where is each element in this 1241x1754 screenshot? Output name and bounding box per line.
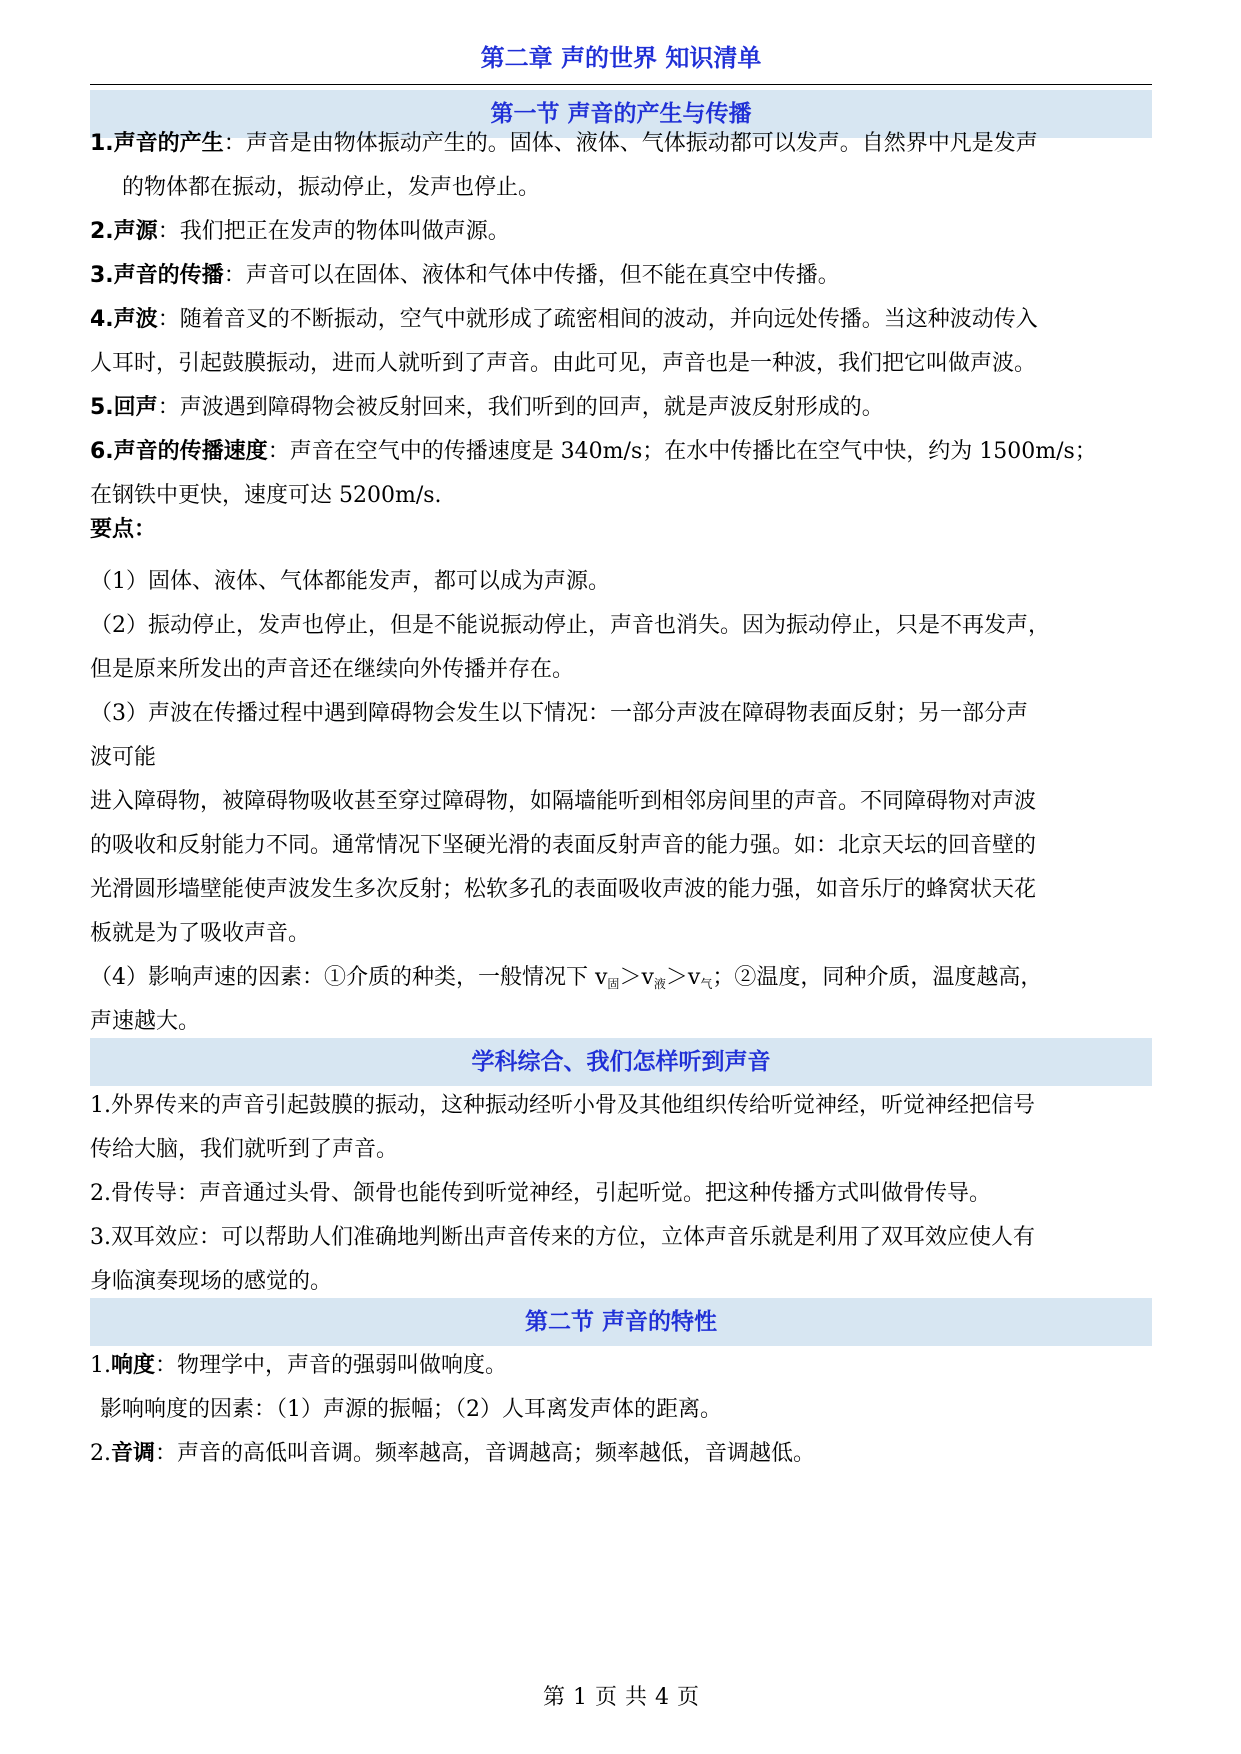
item-5: 5.回声：声波遇到障碍物会被反射回来，我们听到的回声，就是声波反射形成的。 [90,395,884,420]
keypoint-3-cont-4: 光滑圆形墙壁能使声波发生多次反射；松软多孔的表面吸收声波的能力强，如音乐厅的蜂窝状天花 [90,877,1037,902]
keypoints-label: 要点： [90,517,157,542]
section-heading-3: 第二节 声音的特性 [90,1298,1152,1346]
section-heading-2: 学科综合、我们怎样听到声音 [90,1038,1152,1086]
subscript-gas: 气 [700,977,713,991]
subscript-solid: 固 [607,977,620,991]
item-6-cont: 在钢铁中更快，速度可达 5200m/s. [90,483,442,508]
item-1: 1.声音的产生：声音是由物体振动产生的。固体、液体、气体振动都可以发声。自然界中凡是发声 [90,131,1038,156]
hearing-point-1: 1.外界传来的声音引起鼓膜的振动，这种振动经听小骨及其他组织传给听觉神经，听觉神经把信号 [90,1093,1035,1118]
keypoint-4-cont: 声速越大。 [90,1009,201,1034]
item-6: 6.声音的传播速度：声音在空气中的传播速度是 340m/s；在水中传播比在空气中快，约为 1500m/s； [90,439,1097,464]
hearing-point-1-cont: 传给大脑，我们就听到了声音。 [90,1137,399,1162]
keypoint-2-cont: 但是原来所发出的声音还在继续向外传播并存在。 [90,657,575,682]
item-1-cont: 的物体都在振动，振动停止，发声也停止。 [122,175,541,200]
keypoint-3: （3）声波在传播过程中遇到障碍物会发生以下情况：一部分声波在障碍物表面反射；另一部分声 [90,701,1029,726]
hearing-point-3-cont: 身临演奏现场的感觉的。 [90,1269,333,1294]
hearing-point-2: 2.骨传导：声音通过头骨、颌骨也能传到听觉神经，引起听觉。把这种传播方式叫做骨传导。 [90,1181,991,1206]
page-number: 1 [572,1685,587,1710]
item-2: 2.声源：我们把正在发声的物体叫做声源。 [90,219,510,244]
item-3: 3.声音的传播：声音可以在固体、液体和气体中传播，但不能在真空中传播。 [90,263,840,288]
keypoint-3-cont-2: 进入障碍物，被障碍物吸收甚至穿过障碍物，如隔墙能听到相邻房间里的声音。不同障碍物对声波 [90,789,1037,814]
keypoint-3-cont-5: 板就是为了吸收声音。 [90,921,311,946]
keypoint-3-cont-3: 的吸收和反射能力不同。通常情况下坚硬光滑的表面反射声音的能力强。如：北京天坛的回音壁的 [90,833,1037,858]
property-1-factors: 影响响度的因素：（1）声源的振幅；（2）人耳离发声体的距离。 [100,1397,722,1422]
section-heading-1: 第一节 声音的产生与传播 [90,90,1152,138]
keypoint-4: （4）影响声速的因素：①介质的种类，一般情况下 v固＞v液＞v气；②温度，同种介质，温度越高， [90,965,1043,991]
hearing-point-3: 3.双耳效应：可以帮助人们准确地判断出声音传来的方位，立体声音乐就是利用了双耳效应使人有 [90,1225,1035,1250]
page-footer: 第 1 页 共 4 页 [542,1685,700,1710]
keypoint-2: （2）振动停止，发声也停止，但是不能说振动停止，声音也消失。因为振动停止，只是不再发声， [90,613,1051,638]
page-total: 4 [655,1685,670,1710]
keypoint-1: （1）固体、液体、气体都能发声，都可以成为声源。 [90,569,610,594]
document-title: 第二章 声的世界 知识清单 [480,44,762,72]
item-4: 4.声波：随着音叉的不断振动，空气中就形成了疏密相间的波动，并向远处传播。当这种波动传入 [90,307,1038,332]
property-2: 2.音调：声音的高低叫音调。频率越高，音调越高；频率越低，音调越低。 [90,1441,816,1466]
subscript-liquid: 液 [653,977,666,991]
item-4-cont: 人耳时，引起鼓膜振动，进而人就听到了声音。由此可见，声音也是一种波，我们把它叫做声波。 [90,351,1037,376]
keypoint-3-cont-1: 波可能 [90,745,157,770]
title-rule [90,84,1152,85]
property-1: 1.响度：物理学中，声音的强弱叫做响度。 [90,1353,508,1378]
